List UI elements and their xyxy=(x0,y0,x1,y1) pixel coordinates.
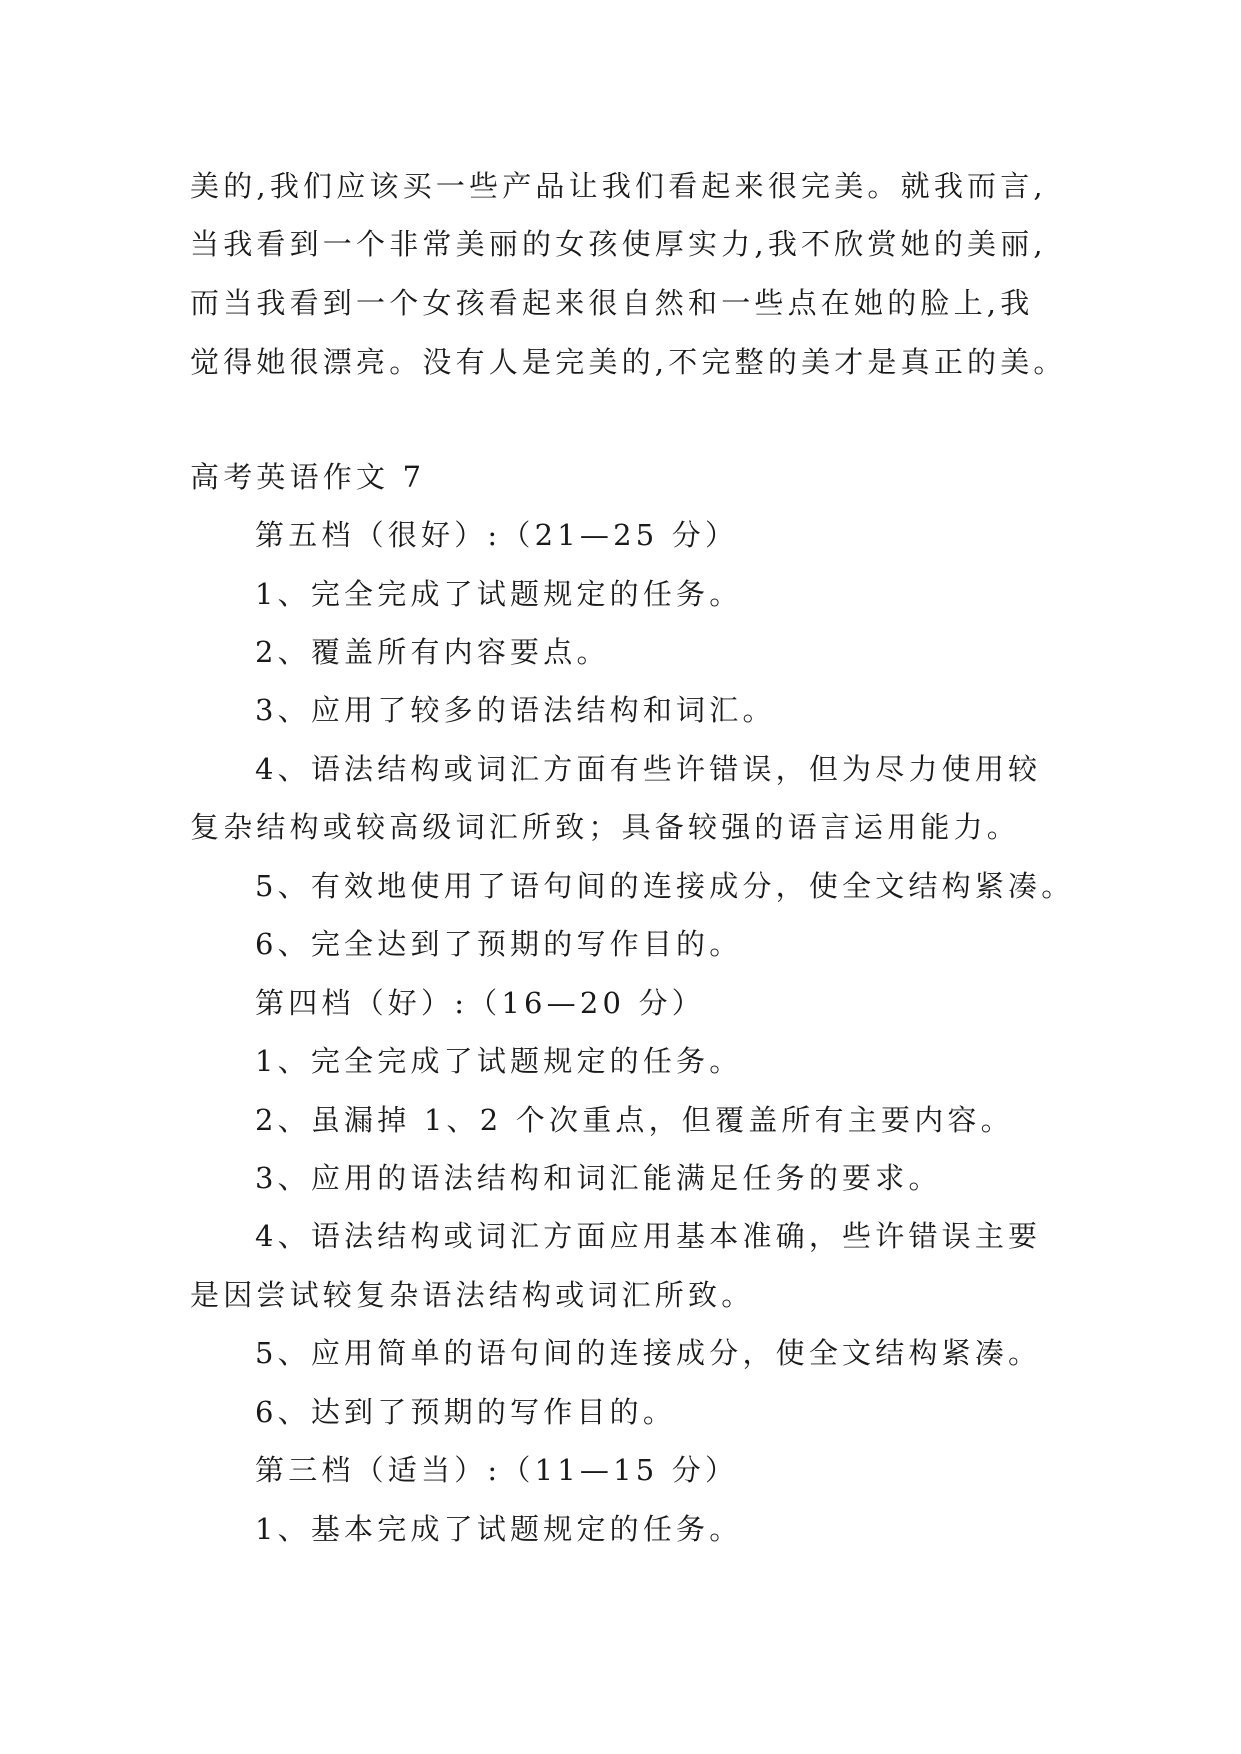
criteria-item: 4、语法结构或词汇方面有些许错误，但为尽力使用较 xyxy=(255,752,1042,786)
criteria-item: 5、有效地使用了语句间的连接成分，使全文结构紧凑。 xyxy=(255,869,1075,903)
paragraph-line: 而当我看到一个女孩看起来很自然和一些点在她的脸上,我 xyxy=(190,286,1034,320)
grade-heading: 第三档（适当）:（11—15 分） xyxy=(255,1453,739,1487)
criteria-item: 4、语法结构或词汇方面应用基本准确，些许错误主要 xyxy=(255,1219,1042,1253)
criteria-item: 5、应用简单的语句间的连接成分，使全文结构紧凑。 xyxy=(255,1336,1042,1370)
criteria-item: 1、完全完成了试题规定的任务。 xyxy=(255,577,743,611)
criteria-item-continued: 是因尝试较复杂语法结构或词汇所致。 xyxy=(190,1278,755,1312)
grade-heading: 第四档（好）:（16—20 分） xyxy=(255,986,705,1020)
criteria-item: 1、完全完成了试题规定的任务。 xyxy=(255,1044,743,1078)
criteria-item: 2、虽漏掉 1、2 个次重点，但覆盖所有主要内容。 xyxy=(255,1103,1014,1137)
criteria-item: 3、应用了较多的语法结构和词汇。 xyxy=(255,693,776,727)
section-title: 高考英语作文 7 xyxy=(190,460,426,494)
criteria-item: 6、完全达到了预期的写作目的。 xyxy=(255,927,743,961)
grade-heading: 第五档（很好）:（21—25 分） xyxy=(255,518,739,552)
criteria-item: 6、达到了预期的写作目的。 xyxy=(255,1395,677,1429)
paragraph-line: 当我看到一个非常美丽的女孩使厚实力,我不欣赏她的美丽, xyxy=(190,227,1047,261)
criteria-item: 3、应用的语法结构和词汇能满足任务的要求。 xyxy=(255,1161,942,1195)
paragraph-line: 觉得她很漂亮。没有人是完美的,不完整的美才是真正的美。 xyxy=(190,345,1067,379)
paragraph-line: 美的,我们应该买一些产品让我们看起来很完美。就我而言, xyxy=(190,169,1047,203)
criteria-item: 1、基本完成了试题规定的任务。 xyxy=(255,1512,743,1546)
criteria-item-continued: 复杂结构或较高级词汇所致；具备较强的语言运用能力。 xyxy=(190,810,1021,844)
criteria-item: 2、覆盖所有内容要点。 xyxy=(255,635,610,669)
